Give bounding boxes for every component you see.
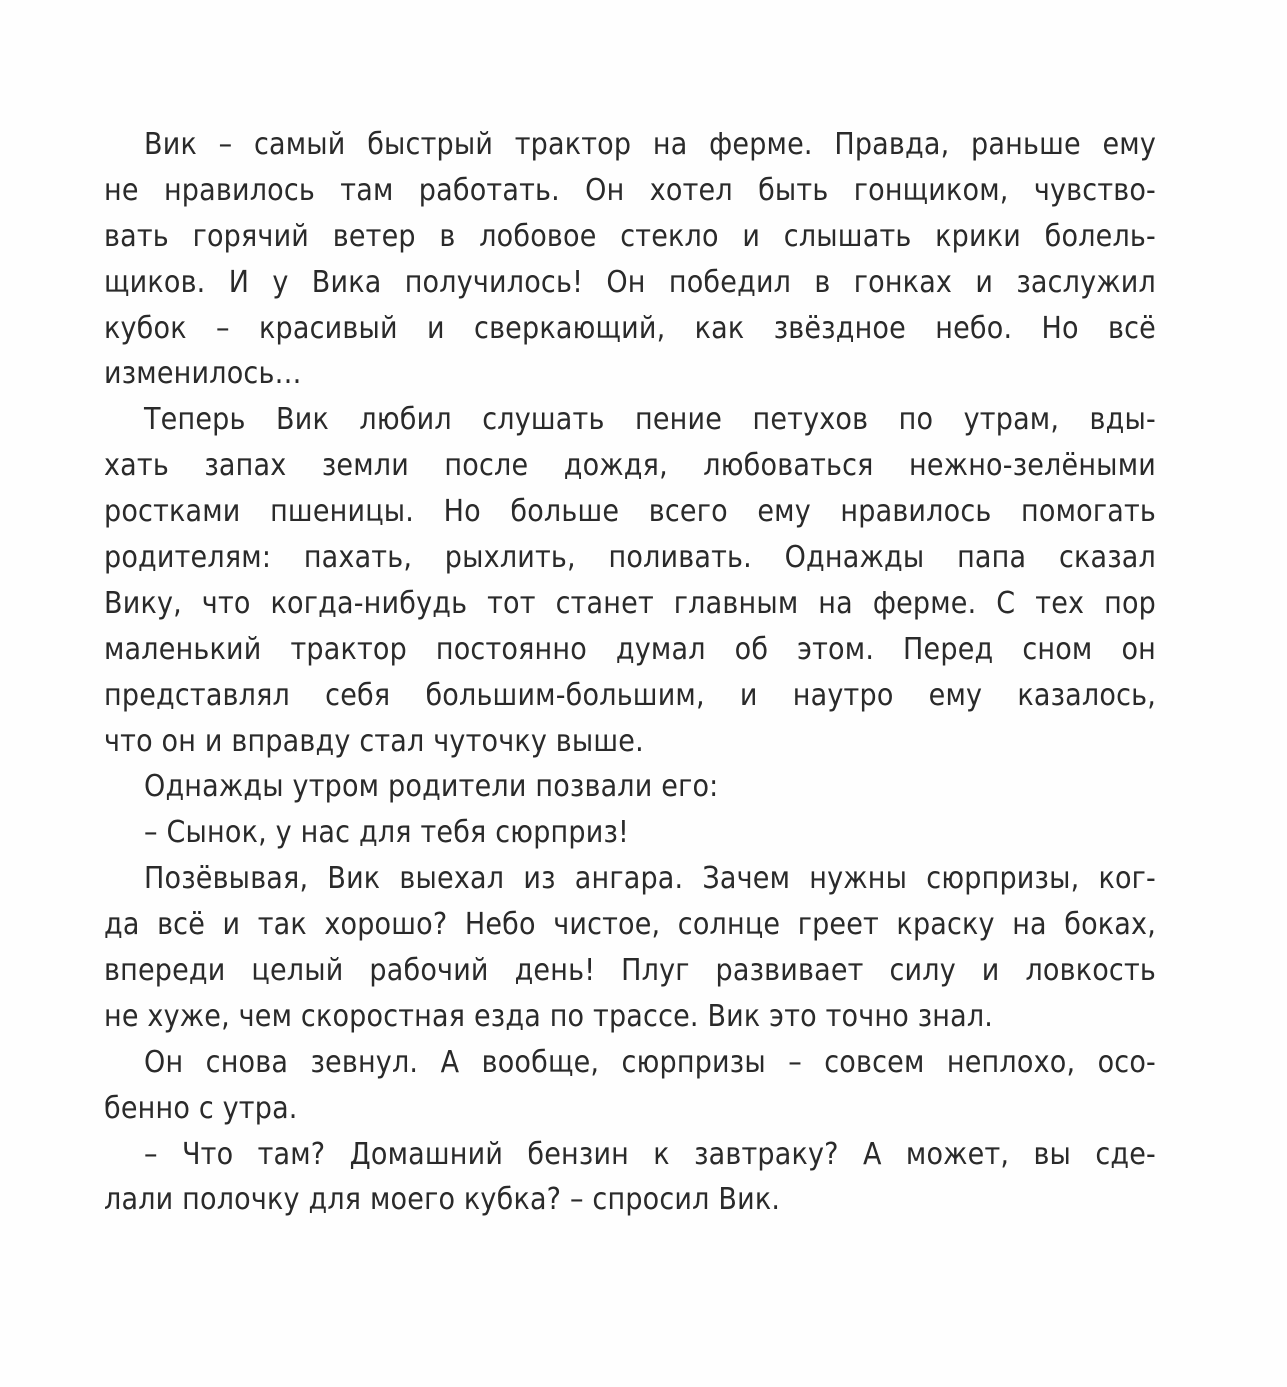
text-line: Он снова зевнул. А вообще, сюрпризы – совсем неплохо, осо-: [144, 1044, 1156, 1080]
text-line: не нравилось там работать. Он хотел быть гонщиком, чувство-: [104, 172, 1156, 208]
text-line: представлял себя большим-большим, и наутро ему казалось,: [104, 677, 1156, 713]
text-line: да всё и так хорошо? Небо чистое, солнце греет краску на боках,: [104, 907, 1156, 943]
text-line: маленький трактор постоянно думал об этом. Перед сном он: [104, 631, 1156, 667]
text-line: не хуже, чем скоростная езда по трассе. Вик это точно знал.: [104, 998, 994, 1034]
text-line: лали полочку для моего кубка? – спросил Вик.: [104, 1182, 781, 1218]
text-line: изменилось…: [104, 356, 302, 392]
text-line: – Сынок, у нас для тебя сюрприз!: [144, 815, 630, 851]
text-line: Позёвывая, Вик выехал из ангара. Зачем нужны сюрпризы, ког-: [144, 861, 1156, 897]
text-line: родителям: пахать, рыхлить, поливать. Однажды папа сказал: [104, 540, 1156, 576]
text-line: кубок – красивый и сверкающий, как звёздное небо. Но всё: [104, 310, 1156, 346]
text-line: бенно с утра.: [104, 1090, 298, 1126]
text-line: что он и вправду стал чуточку выше.: [104, 723, 644, 759]
story-text: [104, 122, 1156, 1223]
text-line: ростками пшеницы. Но больше всего ему нравилось помогать: [104, 494, 1156, 530]
text-line: щиков. И у Вика получилось! Он победил в гонках и заслужил: [104, 264, 1156, 300]
text-line: вать горячий ветер в лобовое стекло и слышать крики болель-: [104, 218, 1156, 254]
text-line: впереди целый рабочий день! Плуг развивает силу и ловкость: [104, 953, 1156, 989]
text-line: Теперь Вик любил слушать пение петухов по утрам, вды-: [144, 402, 1156, 438]
text-line: хать запах земли после дождя, любоваться нежно-зелёными: [104, 448, 1156, 484]
text-line: Вик – самый быстрый трактор на ферме. Правда, раньше ему: [144, 127, 1156, 162]
text-line: – Что там? Домашний бензин к завтраку? А может, вы сде-: [144, 1136, 1156, 1172]
text-line: Вику, что когда-нибудь тот станет главным на ферме. С тех пор: [104, 585, 1156, 621]
text-line: Однажды утром родители позвали его:: [144, 769, 719, 805]
